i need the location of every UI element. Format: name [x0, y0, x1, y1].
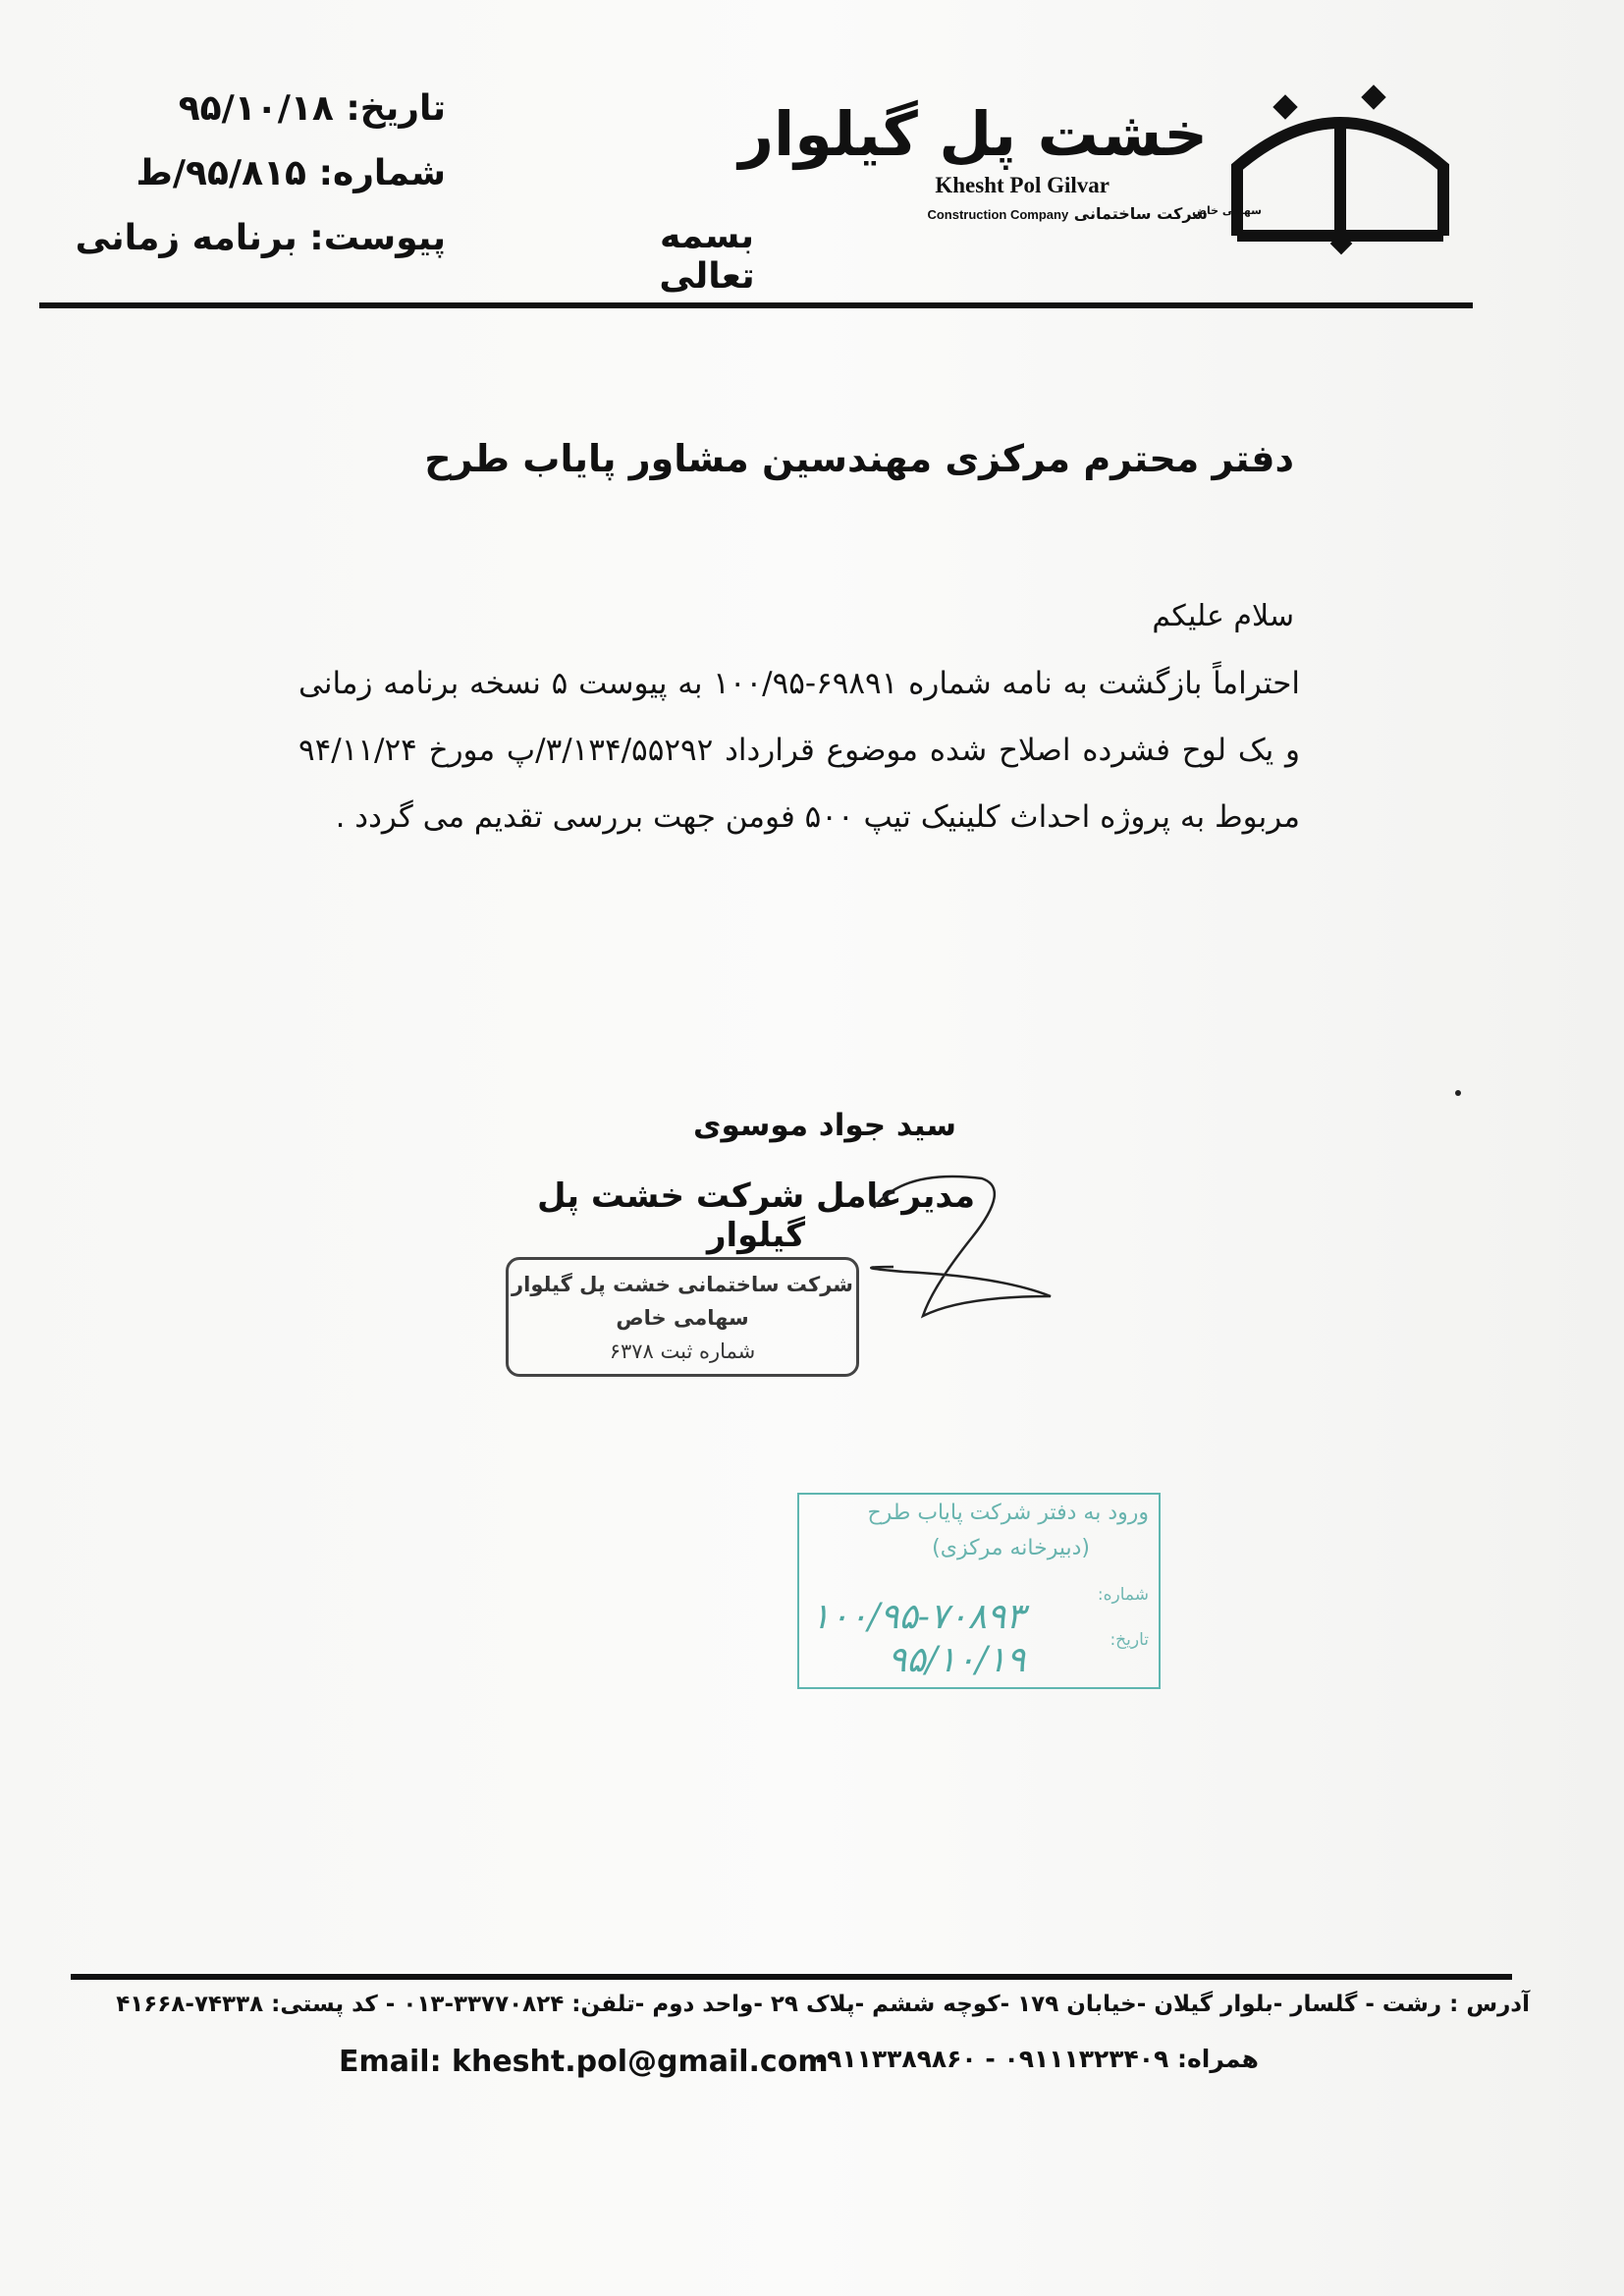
company-seal-stamp	[506, 1257, 859, 1377]
company-name-fa: خشت پل گیلوار	[738, 98, 1208, 170]
header-divider	[39, 302, 1473, 308]
bismillah-heading: بسمه تعالی	[659, 216, 755, 297]
company-type-fa: شرکت ساختمانی	[1073, 204, 1208, 223]
receipt-number-label: شماره:	[1097, 1585, 1149, 1605]
letter-metadata	[75, 77, 446, 271]
number-label: شماره:	[318, 153, 446, 193]
receipt-number-value: ۱۰۰/۹۵-۷۰۸۹۳	[811, 1597, 1025, 1637]
signatory-name: سید جواد موسوی	[693, 1108, 956, 1143]
receipt-stamp	[797, 1493, 1161, 1689]
footer-email: Email: khesht.pol@gmail.com	[339, 2045, 829, 2079]
footer-phone: همراه: ۰۹۱۱۱۳۲۳۴۰۹ - ۰۹۱۱۳۳۸۹۸۶۰	[811, 2045, 1259, 2073]
date-label: تاریخ:	[346, 88, 446, 129]
footer-address: آدرس : رشت - گلسار -بلوار گیلان -خیابان ۱۷۹ -کوچه ششم -پلاک ۲۹ -واحد دوم -تلفن: ۳۳۷۷۰۸۲۴-۰۱۳ - کد پستی: ۷۴۳۳۸-۴۱۶۶۸	[116, 1992, 1530, 2017]
footer-divider	[71, 1974, 1512, 1980]
letter-body: احتراماً بازگشت به نامه شماره ۶۹۸۹۱-۱۰۰/۹۵ به پیوست ۵ نسخه برنامه زمانی و یک لوح فشرده اصلاح شده موضوع قرارداد ۳/۱۳۴/۵۵۲۹۲/پ مورخ ۹۴/۱۱/۲۴ مربوط به پروژه احداث کلینیک تیپ ۵۰۰ فومن جهت بررسی تقدیم می گردد .	[298, 666, 1300, 835]
signatory-title: مدیرعامل شرکت خشت پل گیلوار	[536, 1176, 976, 1255]
stamp-registration-line: شماره ثبت ۶۳۷۸	[609, 1339, 756, 1363]
share-type-text: سهامی خاص	[1192, 204, 1262, 217]
company-letterhead	[738, 88, 1463, 255]
number-row	[92, 141, 446, 206]
attachment-value: برنامه زمانی	[75, 218, 298, 258]
stamp-share-line: سهامی خاص	[616, 1306, 749, 1330]
attachment-label: پیوست:	[309, 218, 446, 258]
receipt-stamp-title: ورود به دفتر شرکت پایاب طرح	[867, 1501, 1149, 1525]
company-type	[927, 204, 1208, 223]
number-value: ۹۵/۸۱۵/ط	[135, 153, 307, 193]
receipt-date-label: تاریخ:	[1110, 1630, 1149, 1650]
recipient-line: دفتر محترم مرکزی مهندسین مشاور پایاب طرح	[424, 437, 1294, 480]
date-value: ۹۵/۱۰/۱۸	[178, 88, 334, 129]
receipt-date-value: ۹۵/۱۰/۱۹	[888, 1640, 1026, 1680]
greeting-line: سلام علیکم	[1152, 599, 1294, 633]
company-name-en: Khesht Pol Gilvar	[935, 173, 1110, 197]
handwritten-signature-icon	[864, 1169, 1060, 1336]
receipt-stamp-subtitle: (دبیرخانه مرکزی)	[932, 1536, 1090, 1560]
attachment-row	[75, 206, 446, 271]
company-type-en: Construction Company	[927, 207, 1069, 222]
stamp-company-line: شرکت ساختمانی خشت پل گیلوار	[512, 1273, 853, 1296]
paper-speck	[1455, 1090, 1461, 1096]
date-row	[92, 77, 446, 141]
company-logo-icon	[1192, 88, 1463, 255]
